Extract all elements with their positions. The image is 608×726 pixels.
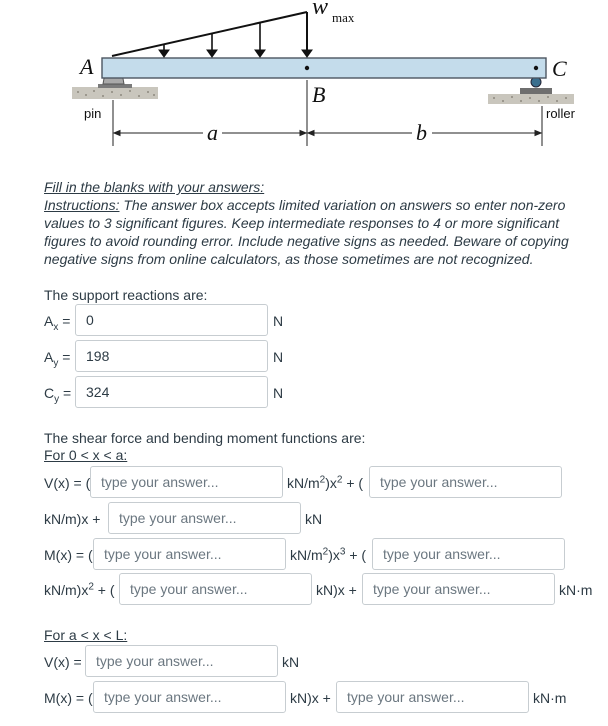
beam-diagram <box>0 0 608 160</box>
label-wmax-sub: max <box>332 10 355 25</box>
range-2: For a < x < L: <box>44 627 128 643</box>
v1-line2-start: kN/m)x + <box>44 511 101 527</box>
ay-label: $A_y$ = <box>44 349 71 369</box>
m2-end: kN·m <box>533 690 567 706</box>
label-c-point: C <box>552 56 567 81</box>
m1-end: kN·m <box>559 582 593 598</box>
ax-label: $A_x$ = <box>44 313 71 333</box>
m2-input-2[interactable]: type your answer... <box>336 681 529 713</box>
v1-input-3[interactable]: type your answer... <box>108 502 301 534</box>
cy-input[interactable]: 324 <box>75 376 268 408</box>
instructions-label: Instructions: <box>44 197 120 213</box>
pin-ground <box>72 84 158 99</box>
dimension-lines <box>113 80 542 146</box>
beam <box>102 58 546 78</box>
reactions-heading: The support reactions are: <box>44 287 208 303</box>
v1-input-1[interactable]: type your answer... <box>90 466 283 498</box>
point-b-dot <box>305 66 309 70</box>
m1-prefix: M(x) = ( <box>44 547 93 563</box>
v1-mid: $kN/m^2)x^2$ + ( <box>287 474 364 491</box>
cy-label: $C_y$ = <box>44 385 72 405</box>
v1-end: kN <box>305 511 323 527</box>
label-b-point: B <box>312 82 326 107</box>
distributed-load <box>112 12 312 57</box>
ax-unit: N <box>273 313 284 329</box>
cy-unit: N <box>273 385 284 401</box>
m1-input-4[interactable]: type your answer... <box>362 573 555 605</box>
m1-mid3: kN)x + <box>316 582 357 598</box>
m2-mid: kN)x + <box>290 690 331 706</box>
functions-heading: The shear force and bending moment functions are: <box>44 430 366 446</box>
label-w: w <box>312 0 329 20</box>
v2-end: kN <box>282 654 300 670</box>
ax-input[interactable]: 0 <box>75 304 268 336</box>
m2-prefix: M(x) = ( <box>44 690 93 706</box>
range-1: For 0 < x < a: <box>44 447 128 463</box>
label-pin: pin <box>84 106 102 121</box>
ay-unit: N <box>273 349 284 365</box>
label-roller: roller <box>546 106 575 121</box>
m2-input-1[interactable]: type your answer... <box>93 681 286 713</box>
m1-input-3[interactable]: type your answer... <box>119 573 312 605</box>
m1-input-1[interactable]: type your answer... <box>93 538 286 570</box>
v2-prefix: V(x) = <box>44 654 82 670</box>
v1-input-2[interactable]: type your answer... <box>369 466 562 498</box>
m1-input-2[interactable]: type your answer... <box>372 538 565 570</box>
roller-ground <box>488 88 574 104</box>
instructions-text: The answer box accepts limited variation on answers so enter non-zero values to 3 significant figures. Keep intermediate responses to 4 or more significant figures to avoid rounding error. Include negative signs as needed. Beware of copying negative signs from online calculators, as those sometimes are not recognized. <box>44 197 569 267</box>
point-c-dot <box>534 66 538 70</box>
m1-mid: $kN/m^2)x^3$ + ( <box>290 546 367 563</box>
v2-input[interactable]: type your answer... <box>85 645 278 677</box>
label-a-dim: a <box>207 120 218 145</box>
label-a-point: A <box>80 54 94 79</box>
v1-prefix: V(x) = ( <box>44 475 91 491</box>
label-b-dim: b <box>416 120 427 145</box>
ay-input[interactable]: 198 <box>75 340 268 372</box>
fill-title: Fill in the blanks with your answers: <box>44 179 265 195</box>
m1-line2-start: $kN/m)x^2$ + ( <box>44 581 115 598</box>
instructions <box>44 196 600 268</box>
